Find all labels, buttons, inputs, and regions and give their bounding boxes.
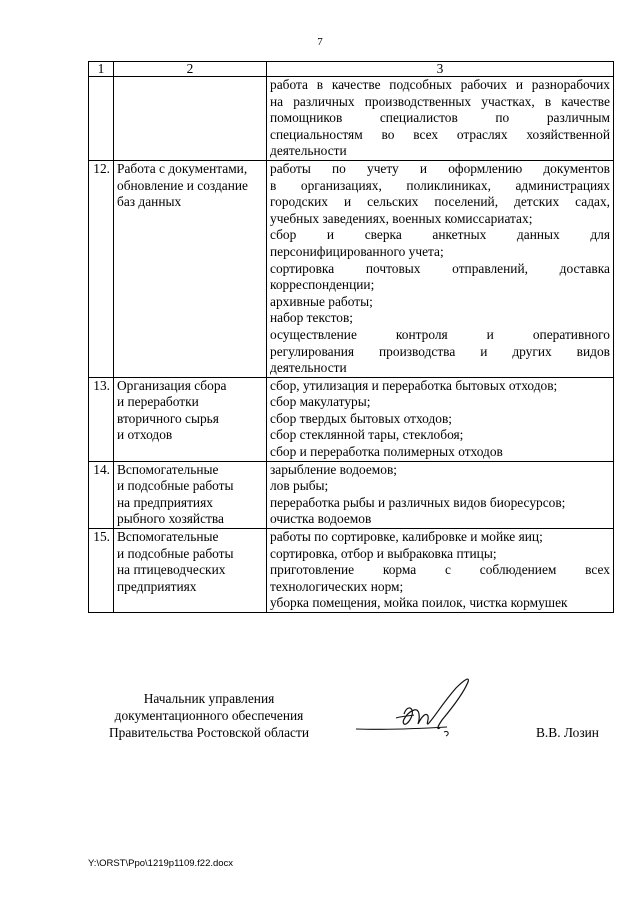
work-line: сбор, утилизация и переработка бытовых отходов; [270,377,558,393]
activity-line: Организация сбора [117,377,227,393]
work-line: сортировка почтовых отправлений, доставка [270,260,610,276]
work-line: работы по учету и оформлению документов [270,160,610,176]
activity-line: Работа с документами, [117,160,248,176]
work-line: деятельности [270,143,347,159]
page-number: 7 [317,36,323,48]
activity-line: на птицеводческих [117,562,226,578]
header-cell-2: 2 [114,62,267,77]
table-body [89,77,614,613]
work-line: городских и сельских поселений, детских садах, [270,194,610,210]
activity-line: предприятиях [117,578,197,594]
activity-type [114,77,267,161]
work-line: учебных заведениях, военных комиссариатах; [270,210,533,226]
work-line: работы по сортировке, калибровке и мойке яиц; [270,529,543,545]
position-line: Правительства Ростовской области [108,725,310,740]
activity-line: и отходов [117,427,173,443]
work-types [267,529,614,613]
table-row [89,377,614,461]
work-line: сбор и сверка анкетных данных для [270,227,610,243]
row-number [89,77,114,161]
activities-table [88,61,614,613]
signatory-position [90,690,328,741]
activity-type [114,377,267,461]
row-number: 13. [89,377,114,461]
work-line: сбор макулатуры; [270,394,371,410]
work-line: работа в качестве подсобных рабочих и разнорабочих [270,77,610,92]
table-header-row [89,62,614,77]
work-types [267,77,614,161]
work-line: приготовление корма с соблюдением всех [270,562,610,578]
header-cell-3: 3 [267,62,614,77]
handwritten-signature [352,674,482,749]
activity-type [114,529,267,613]
work-types [267,160,614,377]
signatory-name: В.В. Лозин [536,725,599,740]
work-line: помощников специалистов по различным [270,110,610,126]
activity-line: вторичного сырья [117,410,219,426]
activity-line: на предприятиях [117,494,213,510]
work-line: сбор твердых бытовых отходов; [270,410,453,426]
position-line: документационного обеспечения [114,708,304,723]
table-row [89,160,614,377]
activity-line: Вспомогательные [117,461,219,477]
work-line: осуществление контроля и оперативного [270,326,610,342]
work-line: зарыбление водоемов; [270,461,398,477]
work-line: уборка помещения, мойка поилок, чистка кормушек [270,595,568,611]
work-types [267,377,614,461]
activity-type [114,160,267,377]
work-line: в организациях, поликлиниках, администрациях [270,177,610,193]
work-line: специальностям во всех отраслях хозяйственной [270,126,610,142]
table-row [89,77,614,161]
activity-type [114,461,267,528]
work-line: очистка водоемов [270,511,372,527]
row-number: 12. [89,160,114,377]
work-types [267,461,614,528]
work-line: регулирования производства и других видов [270,343,610,359]
activity-line: рыбного хозяйства [117,511,224,527]
work-line: набор текстов; [270,310,353,326]
work-line: деятельности [270,360,347,376]
activity-line: и подсобные работы [117,545,234,561]
work-line: персонифицированного учета; [270,243,444,259]
activity-line: и переработки [117,394,199,410]
work-line: сбор и переработка полимерных отходов [270,444,503,460]
table-row [89,529,614,613]
work-line: на различных производственных участках, в качестве [270,93,610,109]
work-line: сбор стеклянной тары, стеклобоя; [270,427,464,443]
activity-line: обновление и создание [117,177,248,193]
work-line: архивные работы; [270,293,373,309]
activity-line: и подсобные работы [117,478,234,494]
position-line: Начальник управления [143,691,275,706]
row-number: 15. [89,529,114,613]
work-line: корреспонденции; [270,277,375,293]
table-row [89,461,614,528]
header-cell-1: 1 [89,62,114,77]
work-line: технологических норм; [270,578,404,594]
file-path: Y:\ORST\Ppo\1219p1109.f22.docx [88,858,234,869]
row-number: 14. [89,461,114,528]
activity-line: Вспомогательные [117,529,219,545]
activity-line: баз данных [117,194,182,210]
work-line: сортировка, отбор и выбраковка птицы; [270,545,497,561]
work-line: переработка рыбы и различных видов биоресурсов; [270,494,566,510]
work-line: лов рыбы; [270,478,329,494]
